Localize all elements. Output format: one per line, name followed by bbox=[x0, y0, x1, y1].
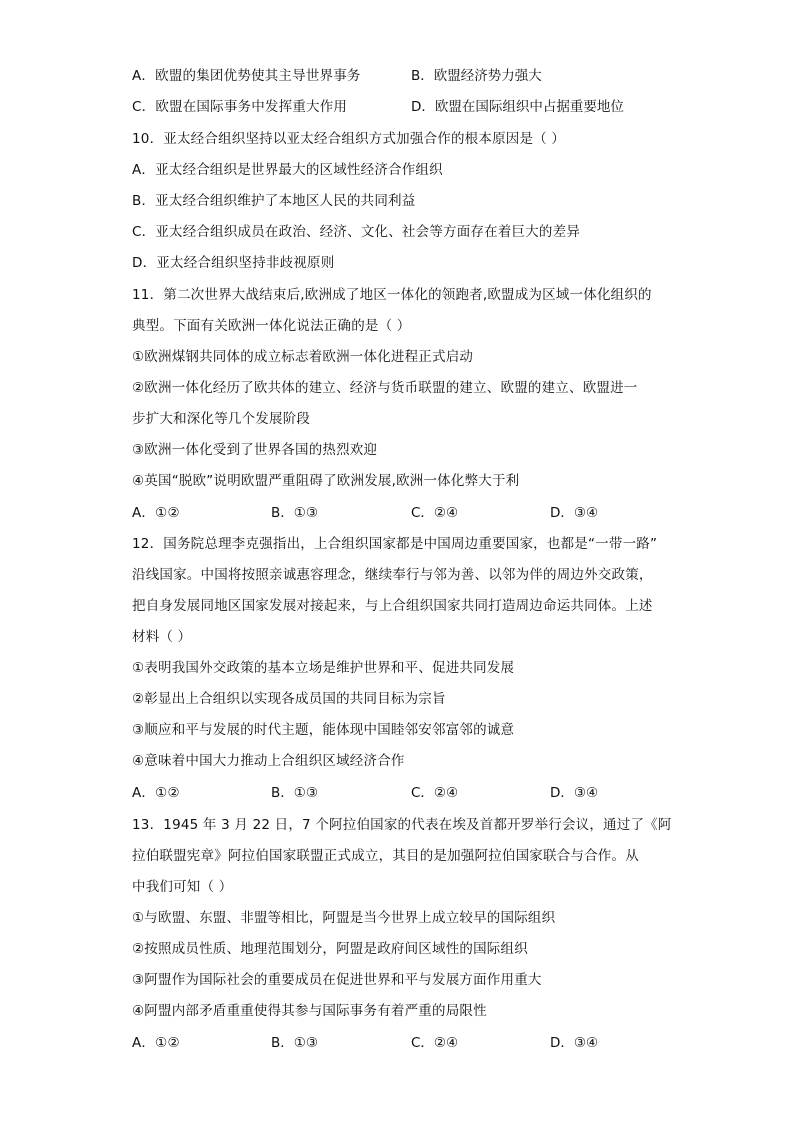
q11-option-a: A．①② bbox=[132, 505, 180, 521]
q13-statement-4: ④阿盟内部矛盾重重使得其参与国际事务有着严重的局限性 bbox=[132, 1003, 487, 1019]
q11-option-b: B．①③ bbox=[271, 505, 318, 521]
q12-stem-line2: 沿线国家。中国将按照亲诚惠容理念，继续奉行与邻为善、以邻为伴的周边外交政策， bbox=[132, 567, 653, 583]
q13-stem-line1: 13．1945 年 3 月 22 日，7 个阿拉伯国家的代表在埃及首都开罗举行会议，通过了《阿 bbox=[132, 817, 672, 833]
q12-option-b: B．①③ bbox=[271, 785, 318, 801]
q12-stem-line3: 把自身发展同地区国家发展对接起来，与上合组织国家共同打造周边命运共同体。上述 bbox=[132, 598, 653, 614]
q13-option-c: C．②④ bbox=[411, 1035, 459, 1051]
q11-stem-line2: 典型。下面有关欧洲一体化说法正确的是（ ） bbox=[132, 318, 411, 334]
q12-stem-line1: 12．国务院总理李克强指出，上合组织国家都是中国周边重要国家，也都是“一带一路” bbox=[132, 536, 658, 552]
q10-option-c: C．亚太经合组织成员在政治、经济、文化、社会等方面存在着巨大的差异 bbox=[132, 224, 581, 240]
q13-option-d: D．③④ bbox=[550, 1035, 599, 1051]
q12-statement-1: ①表明我国外交政策的基本立场是维护世界和平、促进共同发展 bbox=[132, 660, 515, 676]
q12-option-a: A．①② bbox=[132, 785, 180, 801]
q11-statement-3: ③欧洲一体化受到了世界各国的热烈欢迎 bbox=[132, 442, 378, 458]
q12-stem-line4: 材料（ ） bbox=[132, 629, 192, 645]
q12-statement-2: ②彰显出上合组织以实现各成员国的共同目标为宗旨 bbox=[132, 691, 446, 707]
q10-option-a: A．亚太经合组织是世界最大的区域性经济合作组织 bbox=[132, 162, 443, 178]
q12-statement-4: ④意味着中国大力推动上合组织区域经济合作 bbox=[132, 753, 405, 769]
q13-stem-line3: 中我们可知（ ） bbox=[132, 879, 233, 895]
q13-option-b: B．①③ bbox=[271, 1035, 318, 1051]
q9-option-b: B．欧盟经济势力强大 bbox=[411, 68, 542, 84]
q11-statement-2-line2: 步扩大和深化等几个发展阶段 bbox=[132, 411, 311, 427]
q13-statement-2: ②按照成员性质、地理范围划分，阿盟是政府间区域性的国际组织 bbox=[132, 941, 528, 957]
q9-option-d: D．欧盟在国际组织中占据重要地位 bbox=[411, 99, 624, 115]
q9-option-a: A．欧盟的集团优势使其主导世界事务 bbox=[132, 68, 361, 84]
q12-option-d: D．③④ bbox=[550, 785, 599, 801]
q11-option-d: D．③④ bbox=[550, 505, 599, 521]
q11-statement-2-line1: ②欧洲一体化经历了欧共体的建立、经济与货币联盟的建立、欧盟的建立、欧盟进一 bbox=[132, 380, 638, 396]
q12-statement-3: ③顺应和平与发展的时代主题，能体现中国睦邻安邻富邻的诚意 bbox=[132, 722, 515, 738]
q9-option-c: C．欧盟在国际事务中发挥重大作用 bbox=[132, 99, 348, 115]
q13-option-a: A．①② bbox=[132, 1035, 180, 1051]
q11-stem-line1: 11．第二次世界大战结束后,欧洲成了地区一体化的领跑者,欧盟成为区域一体化组织的 bbox=[132, 287, 652, 303]
q10-stem: 10．亚太经合组织坚持以亚太经合组织方式加强合作的根本原因是（ ） bbox=[132, 131, 566, 147]
q10-option-b: B．亚太经合组织维护了本地区人民的共同利益 bbox=[132, 193, 416, 209]
q11-option-c: C．②④ bbox=[411, 505, 459, 521]
q13-stem-line2: 拉伯联盟宪章》阿拉伯国家联盟正式成立，其目的是加强阿拉伯国家联合与合作。从 bbox=[132, 848, 639, 864]
q13-statement-3: ③阿盟作为国际社会的重要成员在促进世界和平与发展方面作用重大 bbox=[132, 972, 542, 988]
q13-statement-1: ①与欧盟、东盟、非盟等相比，阿盟是当今世界上成立较早的国际组织 bbox=[132, 910, 556, 926]
q11-statement-1: ①欧洲煤钢共同体的成立标志着欧洲一体化进程正式启动 bbox=[132, 349, 474, 365]
q11-statement-4: ④英国“脱欧”说明欧盟严重阻碍了欧洲发展,欧洲一体化弊大于利 bbox=[132, 473, 520, 489]
q10-option-d: D．亚太经合组织坚持非歧视原则 bbox=[132, 255, 335, 271]
q12-option-c: C．②④ bbox=[411, 785, 459, 801]
